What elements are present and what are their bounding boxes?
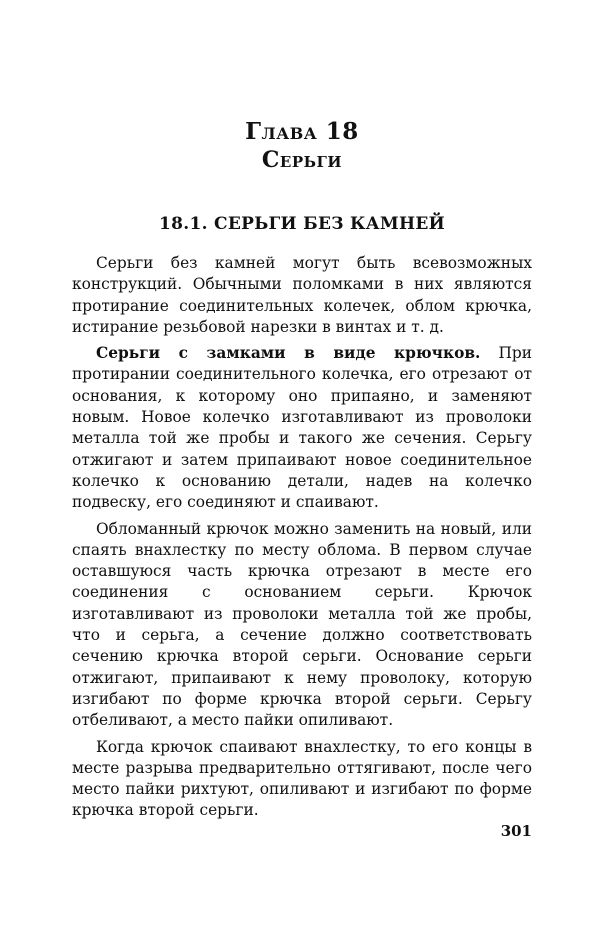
chapter-number: Глава 18 (245, 118, 359, 145)
paragraph-2-text: При протирании соединительного колечка, его отрезают от основания, к которому оно припаяно, и заменяют новым. Новое колечко изготавливают из проволоки металла той же пробы и такого же сечения. Серьгу отжигают и затем припаивают новое соединительное колечко к основанию детали, надев на колечко подвеску, его соединяют и спаивают. (72, 344, 532, 512)
paragraph-3 (72, 519, 532, 732)
book-page (72, 0, 532, 930)
paragraph-2 (72, 343, 532, 513)
page-number: 301 (500, 822, 532, 840)
paragraph-4 (72, 737, 532, 822)
paragraph-1 (72, 253, 532, 338)
paragraph-1-text: Серьги без камней могут быть всевозможных конструкций. Обычными поломками в них являются протирание соединительных колечек, облом крючка, истирание резьбовой нарезки в винтах и т. д. (72, 254, 532, 336)
paragraph-3-text: Обломанный крючок можно заменить на новый, или спаять внахлестку по месту облома. В первом случае оставшуюся часть крючка отрезают в месте его соединения с основанием серьги. Крючок изготавливают из проволоки металла той же пробы, что и серьга, а сечение должно соответствовать сечению крючка второй серьги. Основание серьги отжигают, припаивают к нему проволоку, которую изгибают по форме крючка второй серьги. Серьгу отбеливают, а место пайки опиливают. (72, 519, 532, 730)
paragraph-2-lead: Серьги с замками в виде крючков. (96, 344, 481, 363)
paragraph-4-text: Когда крючок спаивают внахлестку, то его концы в месте разрыва предварительно оттягивают, после чего место пайки рихтуют, опиливают и изгибают по форме крючка второй серьги. (72, 737, 532, 820)
body-text (72, 253, 532, 827)
section-heading: 18.1. СЕРЬГИ БЕЗ КАМНЕЙ (158, 214, 446, 234)
chapter-title: Серьги (261, 147, 343, 173)
